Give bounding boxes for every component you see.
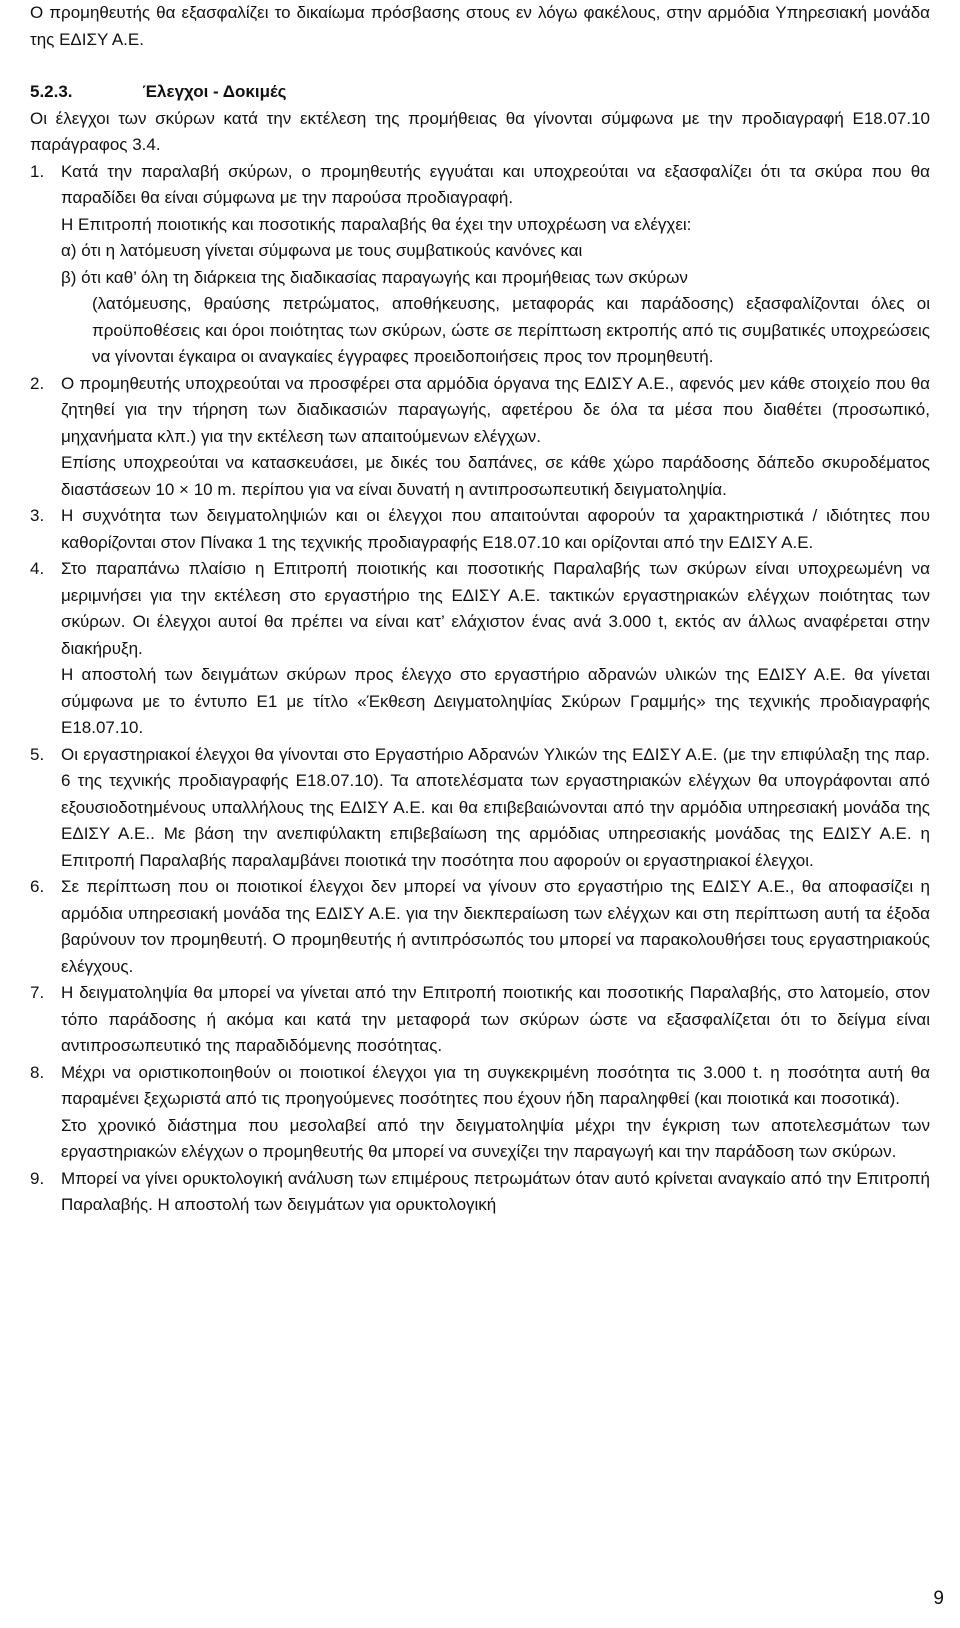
list-item	[30, 1166, 930, 1219]
section-number: 5.2.3.	[30, 82, 73, 101]
item-number: 9.	[30, 1168, 45, 1188]
item-paragraph: Η αποστολή των δειγμάτων σκύρων προς έλεγχο στο εργαστήριο αδρανών υλικών της ΕΔΙΣΥ Α.Ε. θα γίνεται σύμφωνα με το έντυπο Ε1 με τίτλο «Έκθεση Δειγματοληψίας Σκύρων Γραμμής» της τεχνικής προδιαγραφής Ε18.07.10.	[61, 665, 930, 737]
item-text: Μπορεί να γίνει ορυκτολογική ανάλυση των επιμέρους πετρωμάτων όταν αυτό κρίνεται αναγκαίο από την Επιτροπή Παραλαβής. Η αποστολή των δειγμάτων για ορυκτολογική	[61, 1168, 930, 1214]
list-item	[30, 371, 930, 504]
item-number: 6.	[30, 877, 45, 896]
item-number: 1.	[30, 161, 45, 181]
section-title: Έλεγχοι - Δοκιμές	[142, 82, 287, 101]
section-heading	[30, 79, 930, 106]
item-text: Κατά την παραλαβή σκύρων, ο προμηθευτής εγγυάται και υποχρεούται να εξασφαλίζει ότι τα σκύρα που θα παραδίδει θα είναι σύμφωνα με την παρούσα προδιαγραφή.	[61, 161, 930, 207]
list-item	[30, 980, 930, 1060]
item-text: Οι εργαστηριακοί έλεγχοι θα γίνονται στο Εργαστήριο Αδρανών Υλικών της ΕΔΙΣΥ Α.Ε. (με την επιφύλαξη της παρ. 6 της τεχνικής προδιαγραφής Ε18.07.10). Τα αποτελέσματα των εργαστηριακών ελέγχων θα υπογράφονται από εξουσιοδοτημένους υπαλλήλους της ΕΔΙΣΥ Α.Ε. και θα επιβεβαιώνονται από την αρμόδια υπηρεσιακή μονάδα της ΕΔΙΣΥ Α.Ε.. Με βάση την ανεπιφύλακτη επιβεβαίωση της αρμόδιας υπηρεσιακής μονάδας της ΕΔΙΣΥ Α.Ε. η Επιτροπή Παραλαβής παραλαμβάνει ποιοτικά την ποσότητα που αφορούν οι εργαστηριακοί έλεγχοι.	[61, 744, 930, 870]
item-number: 2.	[30, 373, 45, 393]
item-paragraph: Η Επιτροπή ποιοτικής και ποσοτικής παραλαβής θα έχει την υποχρέωση να ελέγχει:	[61, 214, 692, 234]
item-text: Ο προμηθευτής υποχρεούται να προσφέρει στα αρμόδια όργανα της ΕΔΙΣΥ Α.Ε., αφενός μεν κάθε στοιχείο που θα ζητηθεί για την τήρηση των διαδικασιών παραγωγής, αφετέρου δε όλα τα μέσα που διαθέτει (προσωπικό, μηχανήματα κλπ.) για την εκτέλεση των απαιτούμενων ελέγχων.	[61, 373, 930, 446]
page-number: 9	[933, 1588, 944, 1609]
item-paragraph: Στο χρονικό διάστημα που μεσολαβεί από την δειγματοληψία μέχρι την έγκριση των αποτελεσμάτων των εργαστηριακών ελέγχων ο προμηθευτής θα μπορεί να συνεχίζει την παραγωγή και την παράδοση των σκύρων.	[61, 1115, 930, 1161]
section-intro: Οι έλεγχοι των σκύρων κατά την εκτέλεση της προμήθειας θα γίνονται σύμφωνα με την προδιαγραφή Ε18.07.10 παράγραφος 3.4.	[30, 108, 930, 154]
sub-item-b: β) ότι καθ’ όλη τη διάρκεια της διαδικασίας παραγωγής και προμήθειας των σκύρων	[61, 267, 688, 287]
sub-item-b-continuation: (λατόμευσης, θραύσης πετρώματος, αποθήκευσης, μεταφοράς και παράδοσης) εξασφαλίζονται όλες οι προϋποθέσεις και όροι ποιότητας των σκύρων, ώστε σε περίπτωση εκτροπής από τις συμβατικές υποχρεώσεις να γίνονται έγκαιρα οι αναγκαίες έγγραφες προειδοποιήσεις προς τον προμηθευτή.	[92, 294, 930, 366]
sub-item-a: α) ότι η λατόμευση γίνεται σύμφωνα με τους συμβατικούς κανόνες και	[61, 241, 583, 260]
list-item	[30, 556, 930, 742]
list-item	[30, 874, 930, 980]
item-number: 3.	[30, 506, 45, 525]
item-text: Η συχνότητα των δειγματοληψιών και οι έλεγχοι που απαιτούνται αφορούν τα χαρακτηριστικά / ιδιότητες που καθορίζονται στον Πίνακα 1 της τεχνικής προδιαγραφής Ε18.07.10 και ορίζονται από την ΕΔΙΣΥ Α.Ε.	[61, 506, 930, 552]
document-page	[30, 0, 930, 1219]
list-item	[30, 1060, 930, 1166]
intro-paragraph: Ο προμηθευτής θα εξασφαλίζει το δικαίωμα πρόσβασης στους εν λόγω φακέλους, στην αρμόδια Υπηρεσιακή μονάδα της ΕΔΙΣΥ Α.Ε.	[30, 3, 930, 49]
item-text: Η δειγματοληψία θα μπορεί να γίνεται από την Επιτροπή ποιοτικής και ποσοτικής Παραλαβής, στο λατομείο, στον τόπο παράδοσης ή ακόμα και κατά την μεταφορά των σκύρων ώστε να εξασφαλίζεται ότι το δείγμα είναι αντιπροσωπευτικό της παραδιδόμενης ποσότητας.	[61, 983, 930, 1055]
item-text: Μέχρι να οριστικοποιηθούν οι ποιοτικοί έλεγχοι για τη συγκεκριμένη ποσότητα τις 3.000 t. η ποσότητα αυτή θα παραμένει ξεχωριστά από τις προηγούμενες ποσότητες που έχουν ήδη παραληφθεί (και ποιοτικά και ποσοτικά).	[61, 1062, 930, 1108]
item-number: 5.	[30, 744, 45, 764]
item-number: 7.	[30, 983, 45, 1002]
item-text: Σε περίπτωση που οι ποιοτικοί έλεγχοι δεν μπορεί να γίνουν στο εργαστήριο της ΕΔΙΣΥ Α.Ε., θα αποφασίζει η αρμόδια υπηρεσιακή μονάδα της ΕΔΙΣΥ Α.Ε. για την διεκπεραίωση των ελέγχων και στη περίπτωση αυτή τα έξοδα βαρύνουν τον προμηθευτή. Ο προμηθευτής ή αντιπρόσωπός του μπορεί να παρακολουθήσει τους εργαστηριακούς ελέγχους.	[61, 877, 930, 976]
item-number: 8.	[30, 1062, 45, 1082]
list-item	[30, 742, 930, 875]
list-item	[30, 159, 930, 292]
list-item	[30, 503, 930, 556]
item-number: 4.	[30, 559, 45, 578]
item-text: Στο παραπάνω πλαίσιο η Επιτροπή ποιοτικής και ποσοτικής Παραλαβής των σκύρων είναι υποχρεωμένη να μεριμνήσει για την εκτέλεση στο εργαστήριο της ΕΔΙΣΥ Α.Ε. τακτικών εργαστηριακών ελέγχων ποιότητας των σκύρων. Οι έλεγχοι αυτοί θα πρέπει να είναι κατ’ ελάχιστον ένας ανά 3.000 t, εκτός αν άλλως αναφέρεται στην διακήρυξη.	[61, 559, 930, 658]
item-paragraph: Επίσης υποχρεούται να κατασκευάσει, με δικές του δαπάνες, σε κάθε χώρο παράδοσης δάπεδο σκυροδέματος διαστάσεων 10 × 10 m. περίπου για να είναι δυνατή η αντιπροσωπευτική δειγματοληψία.	[61, 453, 930, 499]
